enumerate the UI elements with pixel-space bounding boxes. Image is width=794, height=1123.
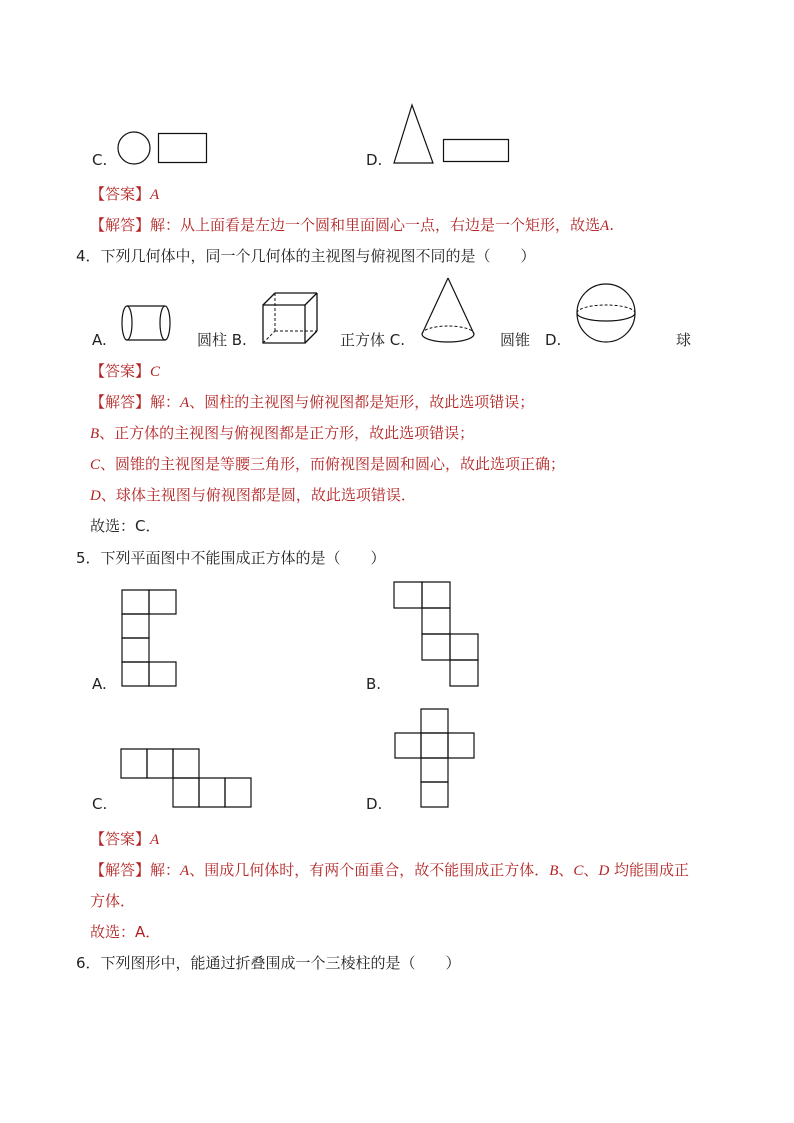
solution-sep: 、 <box>558 861 574 879</box>
q3-solution <box>90 215 614 236</box>
solution-var-d: D <box>598 863 610 879</box>
solution-var: A <box>600 218 610 234</box>
solution-sep: 、 <box>583 861 599 879</box>
q4-option-a-letter: A. <box>92 331 107 349</box>
solution-text: 、圆锥的主视图是等腰三角形，而俯视图是圆和圆心，故此选项正确； <box>100 455 566 473</box>
solution-text: 、围成几何体时，有两个面重合，故不能围成正方体． <box>189 861 550 879</box>
answer-tag: 【答案】 <box>90 830 151 848</box>
answer-tag: 【答案】 <box>90 362 151 380</box>
solution-tag: 【解答】 <box>90 216 151 234</box>
q3-option-c-letter: C. <box>92 151 108 169</box>
cube-icon <box>261 291 323 347</box>
q4-conclusion: 故选：C． <box>90 517 161 535</box>
q3-option-c-rectangle <box>158 133 208 165</box>
solution-var-c: C <box>573 863 584 879</box>
q4-solution-line-3 <box>90 454 565 475</box>
answer-value: A <box>150 187 160 203</box>
q5-net-b <box>393 581 481 689</box>
q5-solution-line-2: 方体． <box>90 892 136 910</box>
solution-prefix: 解： <box>150 393 181 411</box>
solution-text: 、正方体的主视图与俯视图都是正方形，故此选项错误； <box>99 424 475 442</box>
q4-label-sphere: 球 <box>676 331 692 349</box>
q5-option-d-letter: D. <box>366 795 383 813</box>
solution-text: 、球体主视图与俯视图都是圆，故此选项错误． <box>100 486 416 504</box>
solution-tag: 【解答】 <box>90 393 151 411</box>
q3-option-c-circle <box>117 132 157 166</box>
q4-answer <box>90 361 160 382</box>
q5-net-c <box>120 748 254 810</box>
solution-var-b: B <box>549 863 559 879</box>
q4-solution-line-4 <box>90 485 416 506</box>
solution-var-a: A <box>180 863 190 879</box>
q6-stem: 6．下列图形中，能通过折叠围成一个三棱柱的是（ ） <box>76 954 461 972</box>
q5-option-c-letter: C. <box>92 795 108 813</box>
answer-value: C <box>150 364 161 380</box>
q3-answer <box>90 184 159 205</box>
q4-solution-line-1 <box>90 392 534 413</box>
solution-text: 解：从上面看是左边一个圆和里面圆心一点，右边是一个矩形，故选 <box>150 216 601 234</box>
solution-var: D <box>90 488 101 504</box>
q5-option-a-letter: A. <box>92 675 107 693</box>
q5-stem: 5．下列平面图中不能围成正方体的是（ ） <box>76 549 386 567</box>
q5-net-a <box>121 589 179 689</box>
solution-var: C <box>90 457 101 473</box>
q5-solution-line-1 <box>90 860 689 881</box>
solution-text: 、圆柱的主视图与俯视图都是矩形，故此选项错误； <box>189 393 535 411</box>
q4-label-cube: 正方体 C. <box>340 331 406 349</box>
q4-stem: 4．下列几何体中，同一个几何体的主视图与俯视图不同的是（ ） <box>76 247 536 265</box>
solution-var: B <box>90 426 100 442</box>
q4-solution-line-2 <box>90 423 474 444</box>
q5-answer <box>90 829 159 850</box>
q5-option-b-letter: B. <box>366 675 382 693</box>
solution-end: . <box>609 216 614 234</box>
q5-conclusion: 故选：A． <box>90 923 161 941</box>
solution-var: A <box>180 395 190 411</box>
answer-tag: 【答案】 <box>90 185 151 203</box>
cylinder-icon <box>118 303 176 347</box>
cone-icon <box>420 277 478 347</box>
q3-option-d-letter: D. <box>366 151 383 169</box>
answer-value: A <box>150 832 160 848</box>
solution-tail: 均能围成正 <box>609 861 690 879</box>
q5-net-d <box>394 708 478 810</box>
sphere-icon <box>576 283 640 345</box>
solution-prefix: 解： <box>150 861 181 879</box>
q4-label-cylinder: 圆柱 B. <box>197 331 247 349</box>
q3-option-d-rectangle <box>443 139 511 163</box>
solution-tag: 【解答】 <box>90 861 151 879</box>
q4-label-cone: 圆锥 D. <box>500 331 562 349</box>
q3-option-d-triangle <box>392 104 436 166</box>
